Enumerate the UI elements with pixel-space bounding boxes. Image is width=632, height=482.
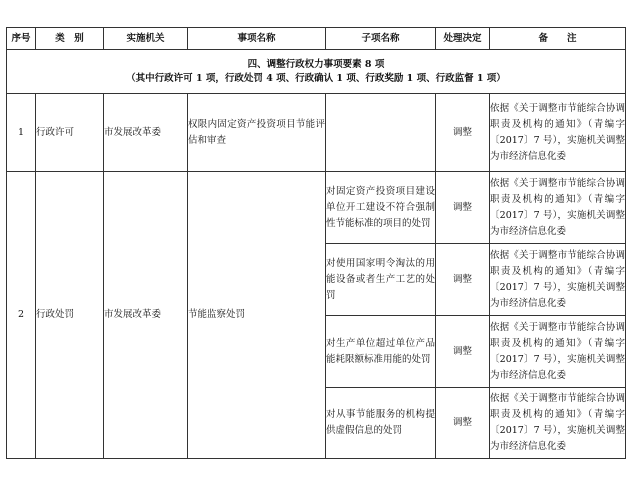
- row-note: 依据《关于调整市节能综合协调职责及机构的通知》（青编字〔2017〕7 号），实施机关调整为市经济信息化委: [490, 388, 626, 459]
- row-decision: 调整: [436, 244, 490, 316]
- row-category: 行政许可: [36, 94, 104, 172]
- section-title: 四、调整行政权力事项要素 8 项: [247, 58, 385, 70]
- section-cell: [7, 50, 626, 94]
- row-agency: 市发展改革委: [104, 94, 188, 172]
- header-no: 序号: [7, 28, 36, 50]
- table-row: [7, 172, 626, 244]
- row-note: 依据《关于调整市节能综合协调职责及机构的通知》（青编字〔2017〕7 号），实施机关调整为市经济信息化委: [490, 172, 626, 244]
- row-category: 行政处罚: [36, 172, 104, 459]
- power-adjustment-table: [6, 27, 626, 459]
- row-item: 权限内固定资产投资项目节能评估和审查: [188, 94, 326, 172]
- header-item: 事项名称: [188, 28, 326, 50]
- row-subitem: 对从事节能服务的机构提供虚假信息的处罚: [326, 388, 436, 459]
- row-decision: 调整: [436, 94, 490, 172]
- row-decision: 调整: [436, 388, 490, 459]
- table-row: [7, 94, 626, 172]
- row-subitem: [326, 94, 436, 172]
- row-item: 节能监察处罚: [188, 172, 326, 459]
- row-agency: 市发展改革委: [104, 172, 188, 459]
- header-note: 备 注: [490, 28, 626, 50]
- row-no: 1: [7, 94, 36, 172]
- row-note: 依据《关于调整市节能综合协调职责及机构的通知》（青编字〔2017〕7 号），实施机关调整为市经济信息化委: [490, 244, 626, 316]
- header-subitem: 子项名称: [326, 28, 436, 50]
- row-decision: 调整: [436, 172, 490, 244]
- row-subitem: 对固定资产投资项目建设单位开工建设不符合强制性节能标准的项目的处罚: [326, 172, 436, 244]
- row-subitem: 对使用国家明令淘汰的用能设备或者生产工艺的处罚: [326, 244, 436, 316]
- header-decision: 处理决定: [436, 28, 490, 50]
- row-decision: 调整: [436, 316, 490, 388]
- table-header-row: [7, 28, 626, 50]
- row-subitem: 对生产单位超过单位产品能耗限额标准用能的处罚: [326, 316, 436, 388]
- section-row: [7, 50, 626, 94]
- row-no: 2: [7, 172, 36, 459]
- header-agency: 实施机关: [104, 28, 188, 50]
- row-note: 依据《关于调整市节能综合协调职责及机构的通知》（青编字〔2017〕7 号），实施机关调整为市经济信息化委: [490, 316, 626, 388]
- header-category: 类 别: [36, 28, 104, 50]
- row-note: 依据《关于调整市节能综合协调职责及机构的通知》（青编字〔2017〕7 号），实施机关调整为市经济信息化委: [490, 94, 626, 172]
- section-subtitle: （其中行政许可 1 项，行政处罚 4 项、行政确认 1 项、行政奖励 1 项、行政监督 1 项）: [126, 72, 506, 84]
